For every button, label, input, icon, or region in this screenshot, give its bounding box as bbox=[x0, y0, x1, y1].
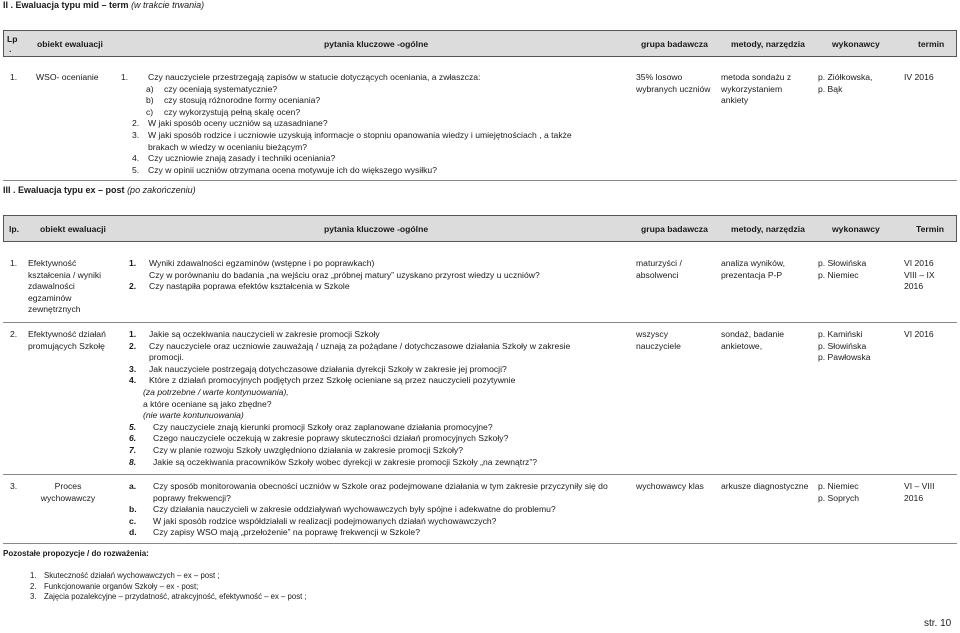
r33-termin: VI – VIII 2016 bbox=[904, 481, 935, 503]
question: 6. Czego nauczyciele oczekują w zakresie poprawy skuteczności działań promocyjnych Szkoły? bbox=[129, 433, 509, 444]
question: 8. Jakie są oczekiwania pracowników Szkoły wobec dyrekcji w zakresie promocji Szkoły „na zewnątrz”? bbox=[129, 456, 537, 467]
other-proposals-list bbox=[30, 571, 307, 603]
header-grupa: grupa badawcza bbox=[641, 224, 708, 234]
r31-lp: 1. bbox=[10, 258, 18, 268]
header-grupa: grupa badawcza bbox=[641, 39, 708, 49]
r32-lp: 2. bbox=[10, 329, 18, 339]
r31-termin: VI 2016 VIII – IX 2016 bbox=[904, 258, 935, 291]
row-divider bbox=[3, 180, 957, 181]
r31-questions bbox=[129, 258, 540, 293]
list-item: 3. Zajęcia pozalekcyjne – przydatność, atrakcyjność, efektywność – ex – post ; bbox=[30, 592, 307, 601]
question: c) czy wykorzystują pełną skalę ocen? bbox=[146, 106, 301, 117]
row1-termin: IV 2016 bbox=[904, 72, 934, 82]
header-termin: Termin bbox=[916, 224, 945, 234]
table-header-mid-term bbox=[3, 30, 957, 57]
question: a które oceniane są jako zbędne? bbox=[143, 398, 272, 409]
row-divider bbox=[3, 474, 957, 475]
list-item: 2. Funkcjonowanie organów Szkoły – ex - post; bbox=[30, 581, 199, 591]
r33-questions bbox=[129, 481, 608, 539]
header-obiekt: obiekt ewaluacji bbox=[37, 39, 103, 49]
header-termin: termin bbox=[918, 39, 945, 49]
question: b) czy stosują różnorodne formy oceniania? bbox=[146, 95, 321, 106]
section-title-mid-term: II . Ewaluacja typu mid – term (w trakcie trwania) bbox=[3, 0, 205, 10]
question: b. Czy działania nauczycieli w zakresie oddziaływań wychowawczych były spójne i adekwatne do problemu? bbox=[129, 504, 556, 515]
header-wykonawcy: wykonawcy bbox=[832, 224, 880, 234]
question: a) czy oceniają systematycznie? bbox=[146, 83, 278, 94]
row1-obiekt: WSO- ocenianie bbox=[36, 72, 99, 82]
header-obiekt: obiekt ewaluacji bbox=[40, 224, 106, 234]
section-title-ex-post: III . Ewaluacja typu ex – post (po zakończeniu) bbox=[3, 185, 196, 195]
question: (nie warte kontunuowania) bbox=[143, 410, 244, 421]
header-metody: metody, narzędzia bbox=[731, 39, 805, 49]
r33-obiekt: Proces wychowawczy bbox=[40, 481, 96, 503]
page-number: str. 10 bbox=[924, 618, 952, 629]
header-pytania: pytania kluczowe -ogólne bbox=[324, 224, 429, 234]
question: 5. Czy nauczyciele znają kierunki promocji Szkoły oraz zaplanowane działania promocyjne? bbox=[129, 421, 493, 432]
r32-metody: sondaż, badanie ankietowe, bbox=[721, 329, 785, 351]
row1-lp: 1. bbox=[10, 72, 18, 82]
question: Czy w porównaniu do badania „na wejściu oraz „próbnej matury” uzyskano przyrost wiedzy u uczniów? bbox=[149, 269, 540, 280]
question: d. Czy zapisy WSO mają „przełożenie” na poprawę frekwencji w Szkole? bbox=[129, 527, 420, 538]
row-divider bbox=[3, 322, 957, 323]
header-lp-dot: . bbox=[9, 44, 12, 54]
other-proposals-title: Pozostałe propozycje / do rozważenia: bbox=[3, 549, 149, 558]
row1-wykonawcy: p. Ziółkowska, p. Bąk bbox=[818, 72, 873, 94]
question: (za potrzebne / warte kontynuowania), bbox=[143, 386, 289, 397]
question: 2. Czy nauczyciele oraz uczniowie zauważają / uznają za pożądane / dotychczasowe działania Szkoły w zakresie bbox=[129, 340, 571, 351]
question: brakach w wiedzy w ocenianiu bieżącym? bbox=[148, 141, 308, 152]
question: 7. Czy w planie rozwoju Szkoły uwzględniono działania w zakresie promocji Szkoły? bbox=[129, 444, 463, 455]
row1-questions bbox=[121, 72, 572, 176]
r32-termin: VI 2016 bbox=[904, 329, 934, 339]
question: 3. Jak nauczyciele postrzegają dotychczasowe działania dyrekcji Szkoły w zakresie jej promocji? bbox=[129, 363, 507, 374]
question: 4. Które z działań promocyjnych podjętych przez Szkołę ocieniane są przez nauczycieli pozytywnie bbox=[129, 375, 516, 386]
r33-metody: arkusze diagnostyczne bbox=[721, 481, 809, 491]
r32-questions bbox=[129, 329, 570, 468]
question: 4. Czy uczniowie znają zasady i techniki oceniania? bbox=[132, 153, 336, 164]
question: a. Czy sposób monitorowania obecności uczniów w Szkole oraz podejmowane działania w tym zakresie przyczyniły się do bbox=[129, 481, 608, 491]
header-wykonawcy: wykonawcy bbox=[832, 39, 880, 49]
r33-grupa: wychowawcy klas bbox=[636, 481, 704, 491]
question: 1. Jakie są oczekiwania nauczycieli w zakresie promocji Szkoły bbox=[129, 329, 380, 339]
r32-grupa: wszyscy nauczyciele bbox=[636, 329, 681, 351]
header-metody: metody, narzędzia bbox=[731, 224, 805, 234]
header-lp: lp. bbox=[9, 224, 20, 234]
r32-obiekt: Efektywność działań promujących Szkołę bbox=[28, 329, 106, 351]
question: 2. Czy nastąpiła poprawa efektów kształcenia w Szkole bbox=[129, 281, 350, 292]
question: 5. Czy w opinii uczniów otrzymana ocena motywuje ich do większego wysiłku? bbox=[132, 164, 437, 175]
list-item: 1. Skuteczność działań wychowawczych – ex – post ; bbox=[30, 571, 220, 580]
r31-grupa: maturzyści / absolwenci bbox=[636, 258, 682, 280]
question: 2. W jaki sposób oceny uczniów są uzasadniane? bbox=[132, 118, 328, 129]
table-header-ex-post bbox=[3, 215, 957, 242]
header-pytania: pytania kluczowe -ogólne bbox=[324, 39, 429, 49]
question: c. W jaki sposób rodzice współdziałali w realizacji podejmowanych działań wychowawczych? bbox=[129, 515, 497, 526]
question: 1. Wyniki zdawalności egzaminów (wstępne i po poprawkach) bbox=[129, 258, 375, 268]
header-lp: Lp bbox=[7, 34, 18, 44]
r32-wykonawcy: p. Kamiński p. Słowińska p. Pawłowska bbox=[818, 329, 871, 362]
row1-grupa: 35% losowo wybranych uczniów bbox=[636, 72, 711, 94]
r31-obiekt: Efektywność kształcenia / wyniki zdawalności egzaminów zewnętrznych bbox=[28, 258, 102, 314]
question: poprawy frekwencji? bbox=[153, 492, 231, 503]
row1-metody: metoda sondażu z wykorzystaniem ankiety bbox=[721, 72, 792, 105]
question: 3. W jaki sposób rodzice i uczniowie uzyskują informacje o stopniu opanowania wiedzy i umiejętnościach , a także bbox=[132, 129, 572, 140]
r31-metody: analiza wyników, prezentacja P-P bbox=[721, 258, 786, 280]
r33-lp: 3. bbox=[10, 481, 18, 491]
row-divider bbox=[3, 543, 957, 544]
question: 1. Czy nauczyciele przestrzegają zapisów w statucie dotyczących oceniania, a zwłaszcza: bbox=[121, 72, 481, 82]
r31-wykonawcy: p. Słowińska p. Niemiec bbox=[818, 258, 867, 280]
question: promocji. bbox=[149, 352, 184, 363]
r33-wykonawcy: p. Niemiec p. Soprych bbox=[818, 481, 860, 503]
